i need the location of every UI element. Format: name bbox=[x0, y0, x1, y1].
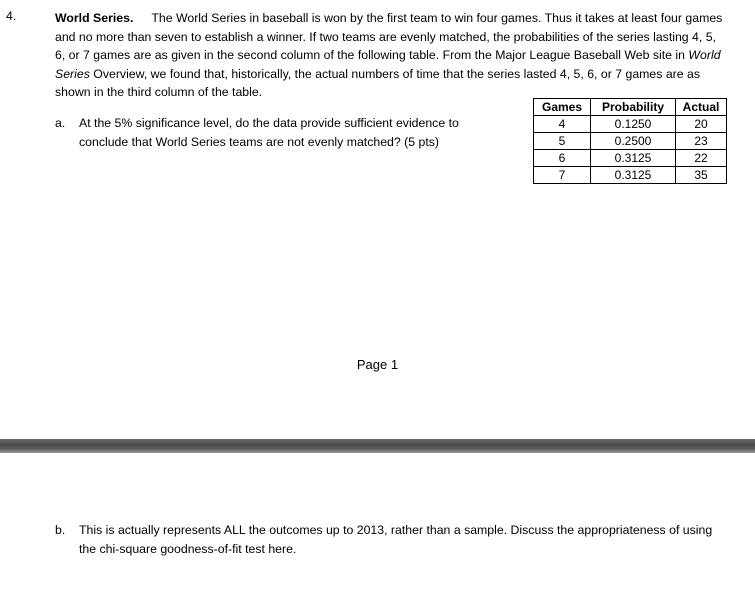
cell-actual: 20 bbox=[676, 116, 727, 133]
question-text-4: Overview, we found that, historically, the actual numbers of time that the series lasted 4, 5, 6, or 7 games are as bbox=[89, 66, 700, 81]
question-line-2: and no more than seven to establish a winner. If two teams are evenly matched, the probabilities of the series lasting 4, 5, bbox=[55, 29, 716, 44]
page-number: Page 1 bbox=[356, 357, 399, 372]
part-a-line-1: At the 5% significance level, do the data provide sufficient evidence to bbox=[79, 116, 459, 130]
question-line-5: shown in the third column of the table. bbox=[55, 85, 263, 100]
part-b-label: b. bbox=[55, 523, 66, 537]
part-b-text bbox=[79, 521, 712, 558]
cell-probability: 0.3125 bbox=[591, 150, 676, 167]
cell-actual: 22 bbox=[676, 150, 727, 167]
part-b-line-2: the chi-square goodness-of-fit test here. bbox=[79, 541, 297, 556]
question-italic-1: World bbox=[688, 48, 721, 63]
page-separator bbox=[0, 439, 755, 453]
question-italic-2: Series bbox=[55, 66, 90, 81]
table-row bbox=[534, 167, 727, 184]
cell-probability: 0.1250 bbox=[591, 116, 676, 133]
cell-games: 5 bbox=[534, 133, 591, 150]
cell-actual: 23 bbox=[676, 133, 727, 150]
cell-games: 6 bbox=[534, 150, 591, 167]
header-actual: Actual bbox=[676, 99, 727, 116]
question-line-4 bbox=[55, 65, 730, 84]
part-b-line-1: This is actually represents ALL the outcomes up to 2013, rather than a sample. Discuss the appropriateness of using bbox=[79, 523, 713, 537]
question-line-3 bbox=[55, 46, 730, 65]
part-a-text bbox=[79, 114, 459, 151]
question-text-1: The World Series in baseball is won by the first team to win four games. Thus it takes at least four games bbox=[151, 11, 723, 25]
question-title: World Series. bbox=[55, 11, 134, 25]
cell-games: 4 bbox=[534, 116, 591, 133]
question-number: 4. bbox=[6, 9, 17, 23]
header-probability: Probability bbox=[591, 99, 676, 116]
header-games: Games bbox=[534, 99, 591, 116]
part-a-label: a. bbox=[55, 116, 66, 130]
cell-actual: 35 bbox=[676, 167, 727, 184]
table-row bbox=[534, 116, 727, 133]
cell-games: 7 bbox=[534, 167, 591, 184]
part-a bbox=[55, 114, 495, 154]
table-header-row bbox=[534, 99, 727, 116]
question-text-3: 6, or 7 games are as given in the second column of the following table. From the Major League Baseball Web site in bbox=[55, 48, 689, 63]
table-row bbox=[534, 133, 727, 150]
part-b bbox=[55, 521, 745, 561]
cell-probability: 0.3125 bbox=[591, 167, 676, 184]
world-series-table bbox=[533, 98, 727, 184]
table-row bbox=[534, 150, 727, 167]
cell-probability: 0.2500 bbox=[591, 133, 676, 150]
part-a-line-2: conclude that World Series teams are not evenly matched? (5 pts) bbox=[79, 134, 439, 149]
question-line-1 bbox=[55, 9, 730, 28]
question-paragraph bbox=[55, 9, 730, 102]
